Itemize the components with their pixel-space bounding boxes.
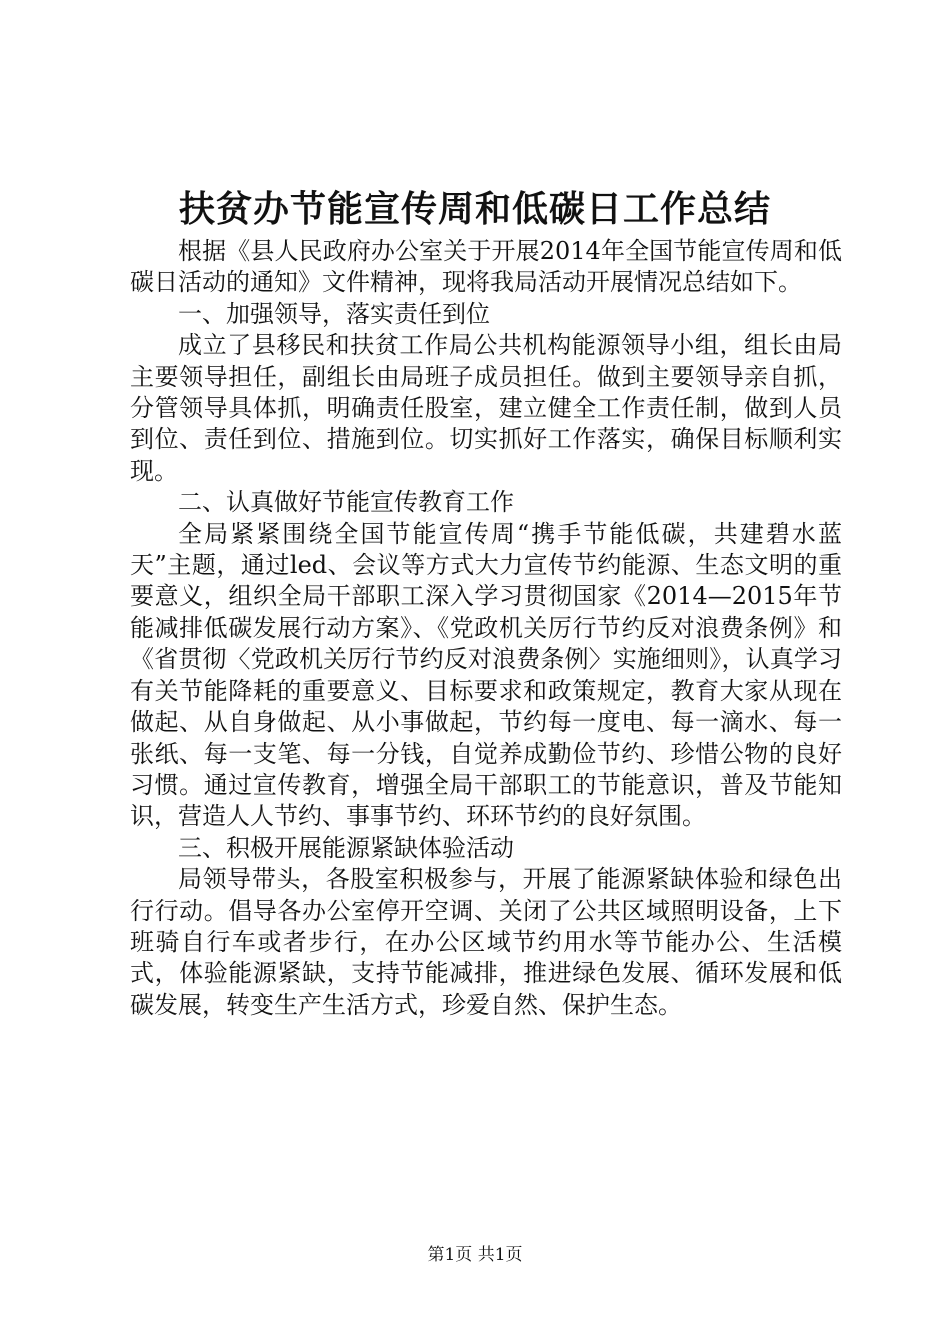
intro-paragraph: 根据《县人民政府办公室关于开展2014年全国节能宣传周和低碳日活动的通知》文件精神，现将我局活动开展情况总结如下。 (130, 237, 842, 297)
document-body (130, 236, 842, 1021)
page-footer: 第1页 共1页 (427, 1245, 523, 1265)
section-2-paragraph: 全局紧紧围绕全国节能宣传周“携手节能低碳，共建碧水蓝天”主题，通过led、会议等方式大力宣传节约能源、生态文明的重要意义，组织全局干部职工深入学习贯彻国家《2014—2015年节能减排低碳发展行动方案》、《党政机关厉行节约反对浪费条例》和《省贯彻〈党政机关厉行节约反对浪费条例〉实施细则》，认真学习有关节能降耗的重要意义、目标要求和政策规定，教育大家从现在做起、从自身做起、从小事做起，节约每一度电、每一滴水、每一张纸、每一支笔、每一分钱，自觉养成勤俭节约、珍惜公物的良好习惯。通过宣传教育，增强全局干部职工的节能意识，普及节能知识，营造人人节约、事事节约、环环节约的良好氛围。 (130, 519, 842, 831)
section-3-paragraph: 局领导带头，各股室积极参与，开展了能源紧缺体验和绿色出行行动。倡导各办公室停开空调、关闭了公共区域照明设备，上下班骑自行车或者步行，在办公区域节约用水等节能办公、生活模式，体验能源紧缺，支持节能减排，推进绿色发展、循环发展和低碳发展，转变生产生活方式，珍爱自然、保护生态。 (130, 865, 842, 1019)
section-1-paragraph: 成立了县移民和扶贫工作局公共机构能源领导小组，组长由局主要领导担任，副组长由局班子成员担任。做到主要领导亲自抓，分管领导具体抓，明确责任股室，建立健全工作责任制，做到人员到位、责任到位、措施到位。切实抓好工作落实，确保目标顺利实现。 (130, 331, 842, 485)
section-heading-2: 二、认真做好节能宣传教育工作 (178, 488, 514, 517)
document-title: 扶贫办节能宣传周和低碳日工作总结 (178, 188, 771, 230)
section-heading-3: 三、积极开展能源紧缺体验活动 (178, 833, 514, 862)
section-heading-1: 一、加强领导，落实责任到位 (178, 299, 490, 328)
